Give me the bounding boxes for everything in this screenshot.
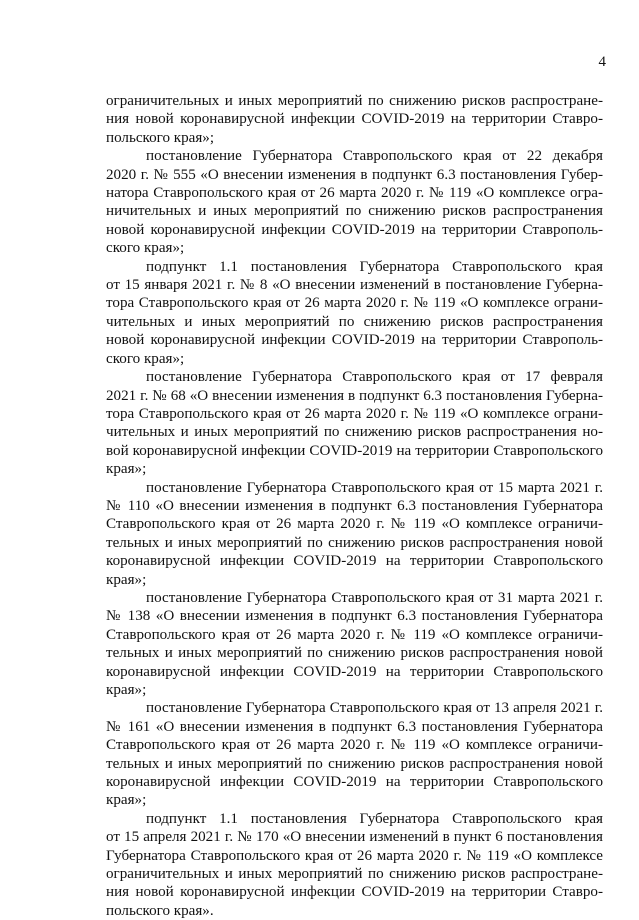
paragraph-line: натора Ставропольского края от 26 марта 2020 г. № 119 «О комплексе огра-: [106, 185, 603, 202]
paragraph-line: постановление Губернатора Ставропольского края от 15 марта 2021 г.: [146, 479, 603, 496]
paragraph-line: № 161 «О внесении изменения в подпункт 6.3 постановления Губернатора: [106, 718, 603, 735]
paragraph-line: коронавирусной инфекции COVID-2019 на территории Ставропольского: [106, 663, 603, 680]
document-body: [106, 92, 603, 920]
paragraph-line: чительных и иных мероприятий по снижению рисков распространения но-: [106, 424, 603, 441]
paragraph-line: чительных и иных мероприятий по снижению рисков распространения: [106, 313, 603, 330]
paragraph-line: края»;: [106, 571, 147, 588]
paragraph-line: новой коронавирусной инфекции COVID-2019 на территории Ставрополь-: [106, 332, 603, 349]
paragraph-line: ского края»;: [106, 240, 185, 257]
paragraph-line: Ставропольского края от 26 марта 2020 г. № 119 «О комплексе ограничи-: [106, 516, 603, 533]
paragraph-line: подпункт 1.1 постановления Губернатора Ставропольского края: [146, 810, 603, 827]
paragraph-line: постановление Губернатора Ставропольского края от 17 февраля: [146, 369, 603, 386]
paragraph-line: ния новой коронавирусной инфекции COVID-2019 на территории Ставро-: [106, 884, 603, 901]
paragraph: [106, 258, 603, 368]
paragraph-line: Ставропольского края от 26 марта 2020 г. № 119 «О комплексе ограничи-: [106, 737, 603, 754]
paragraph-line: № 138 «О внесении изменения в подпункт 6.3 постановления Губернатора: [106, 608, 603, 625]
paragraph-line: ния новой коронавирусной инфекции COVID-2019 на территории Ставро-: [106, 111, 603, 128]
paragraph-line: тора Ставропольского края от 26 марта 2020 г. № 119 «О комплексе ограни-: [106, 295, 603, 312]
paragraph-line: коронавирусной инфекции COVID-2019 на территории Ставропольского: [106, 553, 603, 570]
paragraph-line: тельных и иных мероприятий по снижению рисков распространения новой: [106, 755, 603, 772]
paragraph-line: коронавирусной инфекции COVID-2019 на территории Ставропольского: [106, 774, 603, 791]
paragraph-line: Ставропольского края от 26 марта 2020 г. № 119 «О комплексе ограничи-: [106, 626, 603, 643]
paragraph: [106, 810, 603, 920]
paragraph-line: постановление Губернатора Ставропольского края от 13 апреля 2021 г.: [146, 700, 603, 717]
paragraph: [106, 147, 603, 257]
paragraph-line: от 15 апреля 2021 г. № 170 «О внесении изменений в пункт 6 постановления: [106, 829, 603, 846]
paragraph-line: тора Ставропольского края от 26 марта 2020 г. № 119 «О комплексе ограни-: [106, 405, 603, 422]
paragraph: [106, 479, 603, 589]
paragraph-line: № 110 «О внесении изменения в подпункт 6.3 постановления Губернатора: [106, 497, 603, 514]
paragraph-line: 2021 г. № 68 «О внесении изменения в подпункт 6.3 постановления Губерна-: [106, 387, 603, 404]
paragraph: [106, 92, 603, 147]
paragraph-line: польского края».: [106, 902, 214, 919]
paragraph-line: края»;: [106, 461, 147, 478]
paragraph-line: новой коронавирусной инфекции COVID-2019 на территории Ставрополь-: [106, 221, 603, 238]
paragraph-line: от 15 января 2021 г. № 8 «О внесении изменений в постановление Губерна-: [106, 277, 603, 294]
paragraph-line: 2020 г. № 555 «О внесении изменения в подпункт 6.3 постановления Губер-: [106, 166, 603, 183]
paragraph-line: ского края»;: [106, 350, 185, 367]
paragraph-line: тельных и иных мероприятий по снижению рисков распространения новой: [106, 534, 603, 551]
paragraph-line: вой коронавирусной инфекции COVID-2019 на территории Ставропольского: [106, 442, 603, 459]
paragraph: [106, 699, 603, 809]
paragraph-line: ограничительных и иных мероприятий по снижению рисков распростране-: [106, 93, 603, 109]
paragraph: [106, 589, 603, 699]
paragraph-line: ничительных и иных мероприятий по снижению рисков распространения: [106, 203, 603, 220]
paragraph-line: польского края»;: [106, 129, 215, 146]
page-number: 4: [598, 54, 606, 70]
paragraph-line: постановление Губернатора Ставропольского края от 22 декабря: [146, 148, 603, 165]
paragraph-line: ограничительных и иных мероприятий по снижению рисков распростране-: [106, 866, 603, 883]
paragraph: [106, 368, 603, 478]
paragraph-line: подпункт 1.1 постановления Губернатора Ставропольского края: [146, 258, 603, 275]
paragraph-line: постановление Губернатора Ставропольского края от 31 марта 2021 г.: [146, 589, 603, 606]
paragraph-line: тельных и иных мероприятий по снижению рисков распространения новой: [106, 645, 603, 662]
paragraph-line: Губернатора Ставропольского края от 26 марта 2020 г. № 119 «О комплексе: [106, 847, 603, 864]
paragraph-line: края»;: [106, 682, 147, 698]
paragraph-line: края»;: [106, 792, 147, 809]
